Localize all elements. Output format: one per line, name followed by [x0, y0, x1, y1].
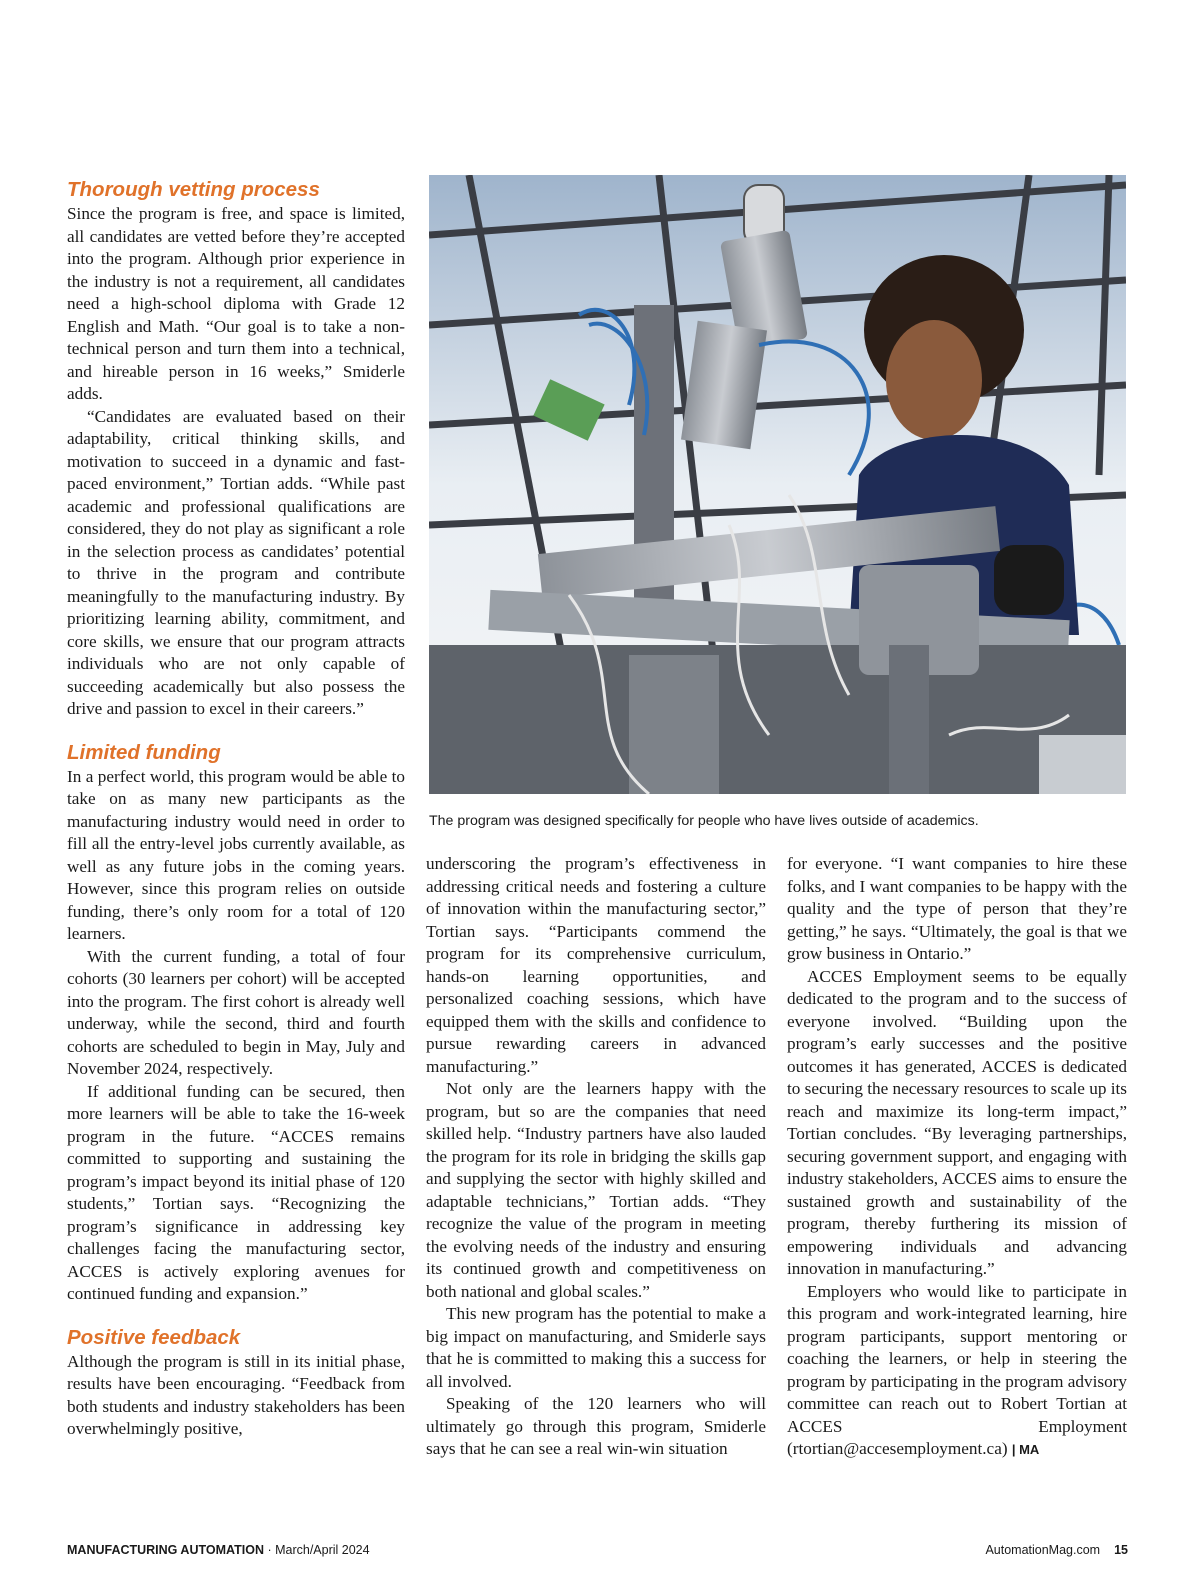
paragraph: If additional funding can be secured, then more learners will be able to take the 16-week program in the future. “ACCES remains committed to supporting and sustaining the program’s impact beyond its initial phase of 120 students,” Tortian says. “Recognizing the program’s significance in addressing key challenges facing the manufacturing sector, ACCES is actively exploring avenues for continued funding and expansion.”: [67, 1081, 405, 1303]
page-number: 15: [1114, 1543, 1128, 1557]
photo-caption: The program was designed specifically for people who have lives outside of academics.: [429, 813, 979, 829]
subhead-feedback: Positive feedback: [67, 1325, 241, 1349]
footer-right: [985, 1543, 1128, 1557]
paragraph: This new program has the potential to make a big impact on manufacturing, and Smiderle says that he is committed to making this a success for all involved.: [426, 1304, 766, 1391]
footer-left: [67, 1543, 370, 1557]
photo-illustration: [429, 175, 1126, 794]
page-footer: [67, 1543, 1128, 1563]
subhead-vetting: Thorough vetting process: [67, 178, 320, 201]
paragraph: Although the program is still in its initial phase, results have been encouraging. “Feedback from both students and industry stakeholders has been overwhelmingly positive,: [67, 1351, 405, 1438]
paragraph: Speaking of the 120 learners who will ultimately go through this program, Smiderle says that he can see a real win-win situation: [426, 1394, 766, 1458]
subhead-funding: Limited funding: [67, 740, 221, 764]
paragraph: [787, 1281, 1127, 1462]
paragraph: ACCES Employment seems to be equally dedicated to the program and to the success of everyone involved. “Building upon the program’s early successes and the positive outcomes it has generated, ACCES is dedicated to securing the necessary resources to scale up its reach and maximize its long-term impact,” Tortian concludes. “By leveraging partnerships, securing government support, and engaging with industry stakeholders, ACCES aims to ensure the sustained growth and sustainability of the program, thereby furthering its mission of empowering individuals and advancing innovation in manufacturing.”: [787, 966, 1127, 1278]
website: AutomationMag.com: [985, 1543, 1101, 1557]
article-photo: [429, 175, 1126, 794]
article-column-3: [787, 853, 1127, 1462]
article-column-2: [426, 853, 766, 1461]
article-column-1: [67, 176, 405, 1441]
end-mark: | MA: [1011, 1442, 1040, 1457]
paragraph-text: Employers who would like to participate in this program and work-integrated learning, hire program participants, support mentoring or coaching the learners, or help in steering the program by participating in the program advisory committee can reach out to Robert Tortian at ACCES Employment (rtortian@accesemployment.ca): [787, 1281, 1127, 1458]
paragraph: With the current funding, a total of four cohorts (30 learners per cohort) will be accepted into the program. The first cohort is already well underway, while the second, third and fourth cohorts are scheduled to begin in May, July and November 2024, respectively.: [67, 946, 405, 1078]
paragraph: Not only are the learners happy with the program, but so are the companies that need skilled help. “Industry partners have also lauded the program for its role in bridging the skills gap and supplying the sector with highly skilled and adaptable technicians,” Tortian adds. “They recognize the value of the program in meeting the evolving needs of the industry and ensuring its continued growth and competitiveness on both national and global scales.”: [426, 1079, 766, 1301]
paragraph: for everyone. “I want companies to hire these folks, and I want companies to be happy with the quality and the type of person that they’re getting,” he says. “Ultimately, the goal is that we grow business in Ontario.”: [787, 854, 1127, 963]
publication-name: MANUFACTURING AUTOMATION: [67, 1543, 264, 1557]
paragraph: In a perfect world, this program would be able to take on as many new participants as the manufacturing industry would need in order to fill all the entry-level jobs currently available, as well as any future jobs in the coming years. However, since this program relies on outside funding, there’s only room for a total of 120 learners.: [67, 766, 405, 943]
issue-date: · March/April 2024: [263, 1543, 370, 1557]
paragraph: underscoring the program’s effectiveness in addressing critical needs and fostering a culture of innovation within the manufacturing sector,” Tortian says. “Participants commend the program for its comprehensive curriculum, hands-on learning opportunities, and personalized coaching sessions, which have equipped them with the skills and confidence to pursue rewarding careers in advanced manufacturing.”: [426, 854, 766, 1076]
paragraph: “Candidates are evaluated based on their adaptability, critical thinking skills, and motivation to succeed in a dynamic and fast-paced environment,” Tortian adds. “While past academic and professional qualifications are considered, they do not play as significant a role in the selection process as candidates’ potential to thrive in the program and contribute meaningfully to the manufacturing industry. By prioritizing learning ability, commitment, and core skills, we ensure that our program attracts individuals who are not only capable of succeeding academically but also possess the drive and passion to excel in their careers.”: [67, 406, 405, 718]
paragraph: Since the program is free, and space is limited, all candidates are vetted before they’re accepted into the program. Although prior experience in the industry is not a requirement, all candidates need a high-school diploma with Grade 12 English and Math. “Our goal is to take a non-technical person and turn them into a technical, and hireable person in 16 weeks,” Smiderle adds.: [67, 204, 405, 403]
